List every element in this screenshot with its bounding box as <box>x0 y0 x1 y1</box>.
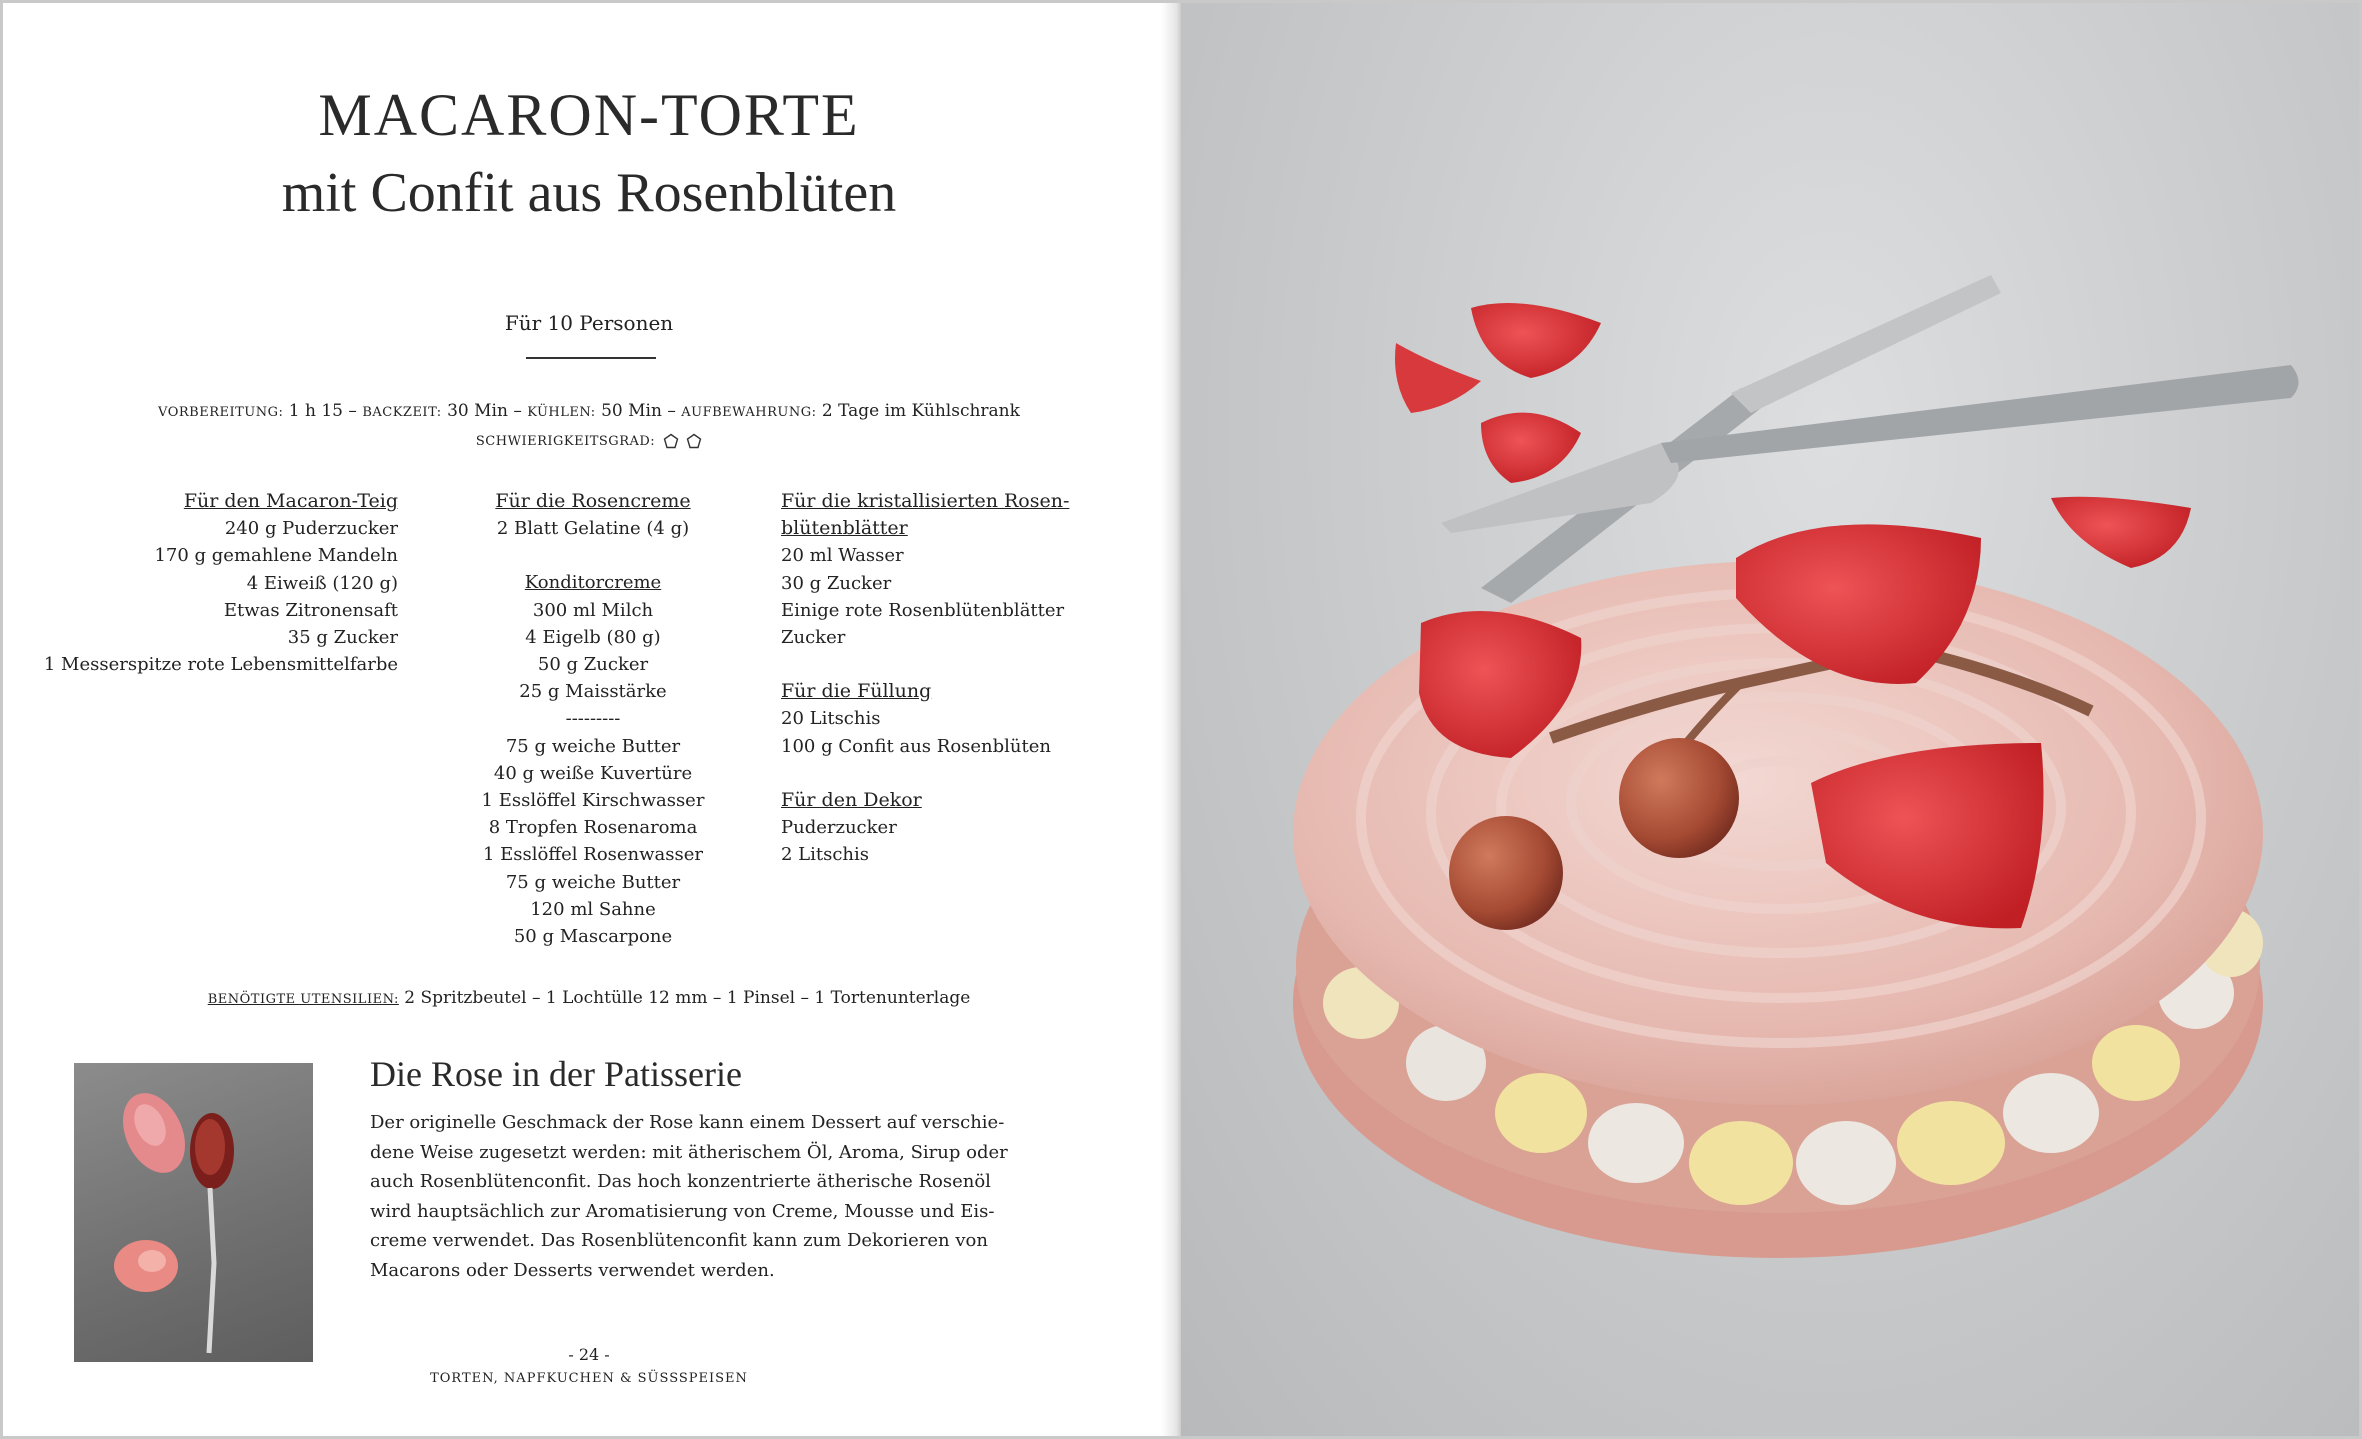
text-line: Macarons oder Desserts verwendet werden. <box>370 1259 775 1281</box>
ingredient: 300 ml Milch <box>532 599 654 621</box>
difficulty-label: SCHWIERIGKEITSGRAD: <box>475 434 656 449</box>
section-heading-cont: blütenblätter <box>781 517 908 540</box>
ingredient: 25 g Maisstärke <box>519 681 667 703</box>
ingredient: 20 ml Wasser <box>781 545 904 567</box>
divider <box>526 357 656 359</box>
book-spread <box>3 3 2359 1436</box>
ingredient: 2 Litschis <box>781 844 870 866</box>
page-number: - 24 - <box>568 1345 610 1364</box>
chef-hat-icon <box>686 433 702 449</box>
text-line: dene Weise zugesetzt werden: mit ätherischem Öl, Aroma, Sirup oder <box>370 1141 1008 1163</box>
ingredient: Puderzucker <box>781 817 897 839</box>
ingredients-macaron <box>3 488 398 678</box>
utensils <box>3 988 1175 1008</box>
ingredient-divider: --------- <box>565 708 621 730</box>
ingredient: 8 Tropfen Rosenaroma <box>488 817 698 839</box>
chapter-footer: TORTEN, NAPFKUCHEN & SÜSSSPEISEN <box>430 1371 748 1386</box>
ingredient: 75 g weiche Butter <box>505 871 681 893</box>
gutter-shadow <box>1161 3 1183 1436</box>
ingredient: 50 g Zucker <box>537 654 649 676</box>
text-line: creme verwendet. Das Rosenblütenconfit kann zum Dekorieren von <box>370 1230 988 1251</box>
ingredient: 4 Eiweiß (120 g) <box>246 572 398 594</box>
section-heading: Für den Macaron-Teig <box>183 490 398 512</box>
ingredient: 240 g Puderzucker <box>224 518 398 540</box>
cool-label: KÜHLEN: <box>527 405 596 420</box>
ingredient: 40 g weiße Kuvertüre <box>493 762 693 784</box>
ingredient: Etwas Zitronensaft <box>223 599 398 621</box>
ingredient: 120 ml Sahne <box>530 898 656 920</box>
ingredient: 1 Esslöffel Kirschwasser <box>481 790 705 812</box>
recipe-subtitle: mit Confit aus Rosenblüten <box>281 162 897 224</box>
text-line: wird hauptsächlich zur Aromatisierung von Creme, Mousse und Eis- <box>370 1200 995 1222</box>
bake-value: 30 Min <box>447 401 508 421</box>
ingredient: 20 Litschis <box>781 708 881 730</box>
chef-hat-icon <box>663 433 679 449</box>
ingredient: 1 Messerspitze rote Lebensmittelfarbe <box>43 654 398 676</box>
ingredients-rosencreme <box>458 488 728 950</box>
utensils-label: BENÖTIGTE UTENSILIEN: <box>207 992 399 1007</box>
macaron-torte-photo <box>1181 3 2359 1436</box>
ingredient: 1 Esslöffel Rosenwasser <box>482 844 704 866</box>
ingredient: 170 g gemahlene Mandeln <box>154 545 398 567</box>
info-box-title: Die Rose in der Patisserie <box>370 1054 742 1094</box>
ingredient: Einige rote Rosenblütenblätter <box>781 599 1065 621</box>
separator: – <box>348 401 357 421</box>
store-label: AUFBEWAHRUNG: <box>681 405 817 420</box>
ingredients-kristall <box>781 488 1161 868</box>
prep-label: VORBEREITUNG: <box>158 405 284 420</box>
section-heading: Für den Dekor <box>781 788 922 811</box>
timing-info <box>3 401 1175 421</box>
section-heading: Für die Rosencreme <box>495 490 691 512</box>
rose-spoon-photo <box>74 1063 313 1362</box>
text-line: Der originelle Geschmack der Rose kann einem Dessert auf verschie- <box>370 1112 1005 1133</box>
recipe-page <box>3 3 1175 1436</box>
info-box-text <box>370 1108 1008 1285</box>
separator: – <box>513 401 522 421</box>
utensils-value: 2 Spritzbeutel – 1 Lochtülle 12 mm – 1 Pinsel – 1 Tortenunterlage <box>404 988 971 1008</box>
section-heading: Für die Füllung <box>781 680 932 703</box>
ingredient: 75 g weiche Butter <box>505 735 681 757</box>
ingredient: 35 g Zucker <box>287 627 398 649</box>
section-heading: Für die kristallisierten Rosen- <box>781 490 1070 512</box>
ingredient: 2 Blatt Gelatine (4 g) <box>496 518 690 540</box>
difficulty-info <box>3 433 1175 449</box>
sub-heading: Konditorcreme <box>524 572 662 594</box>
ingredient: Zucker <box>781 627 846 649</box>
ingredient: 100 g Confit aus Rosenblüten <box>781 735 1051 757</box>
ingredient: 4 Eigelb (80 g) <box>525 626 661 648</box>
store-value: 2 Tage im Kühlschrank <box>821 401 1020 421</box>
prep-value: 1 h 15 <box>288 401 343 421</box>
text-line: auch Rosenblütenconfit. Das hoch konzentrierte ätherische Rosenöl <box>370 1171 991 1192</box>
separator: – <box>667 401 676 421</box>
bake-label: BACKZEIT: <box>362 405 442 420</box>
ingredient: 50 g Mascarpone <box>513 926 673 948</box>
servings: Für 10 Personen <box>504 311 674 335</box>
cool-value: 50 Min <box>601 401 662 421</box>
recipe-title: MACARON-TORTE <box>318 82 860 148</box>
ingredient: 30 g Zucker <box>781 572 892 594</box>
